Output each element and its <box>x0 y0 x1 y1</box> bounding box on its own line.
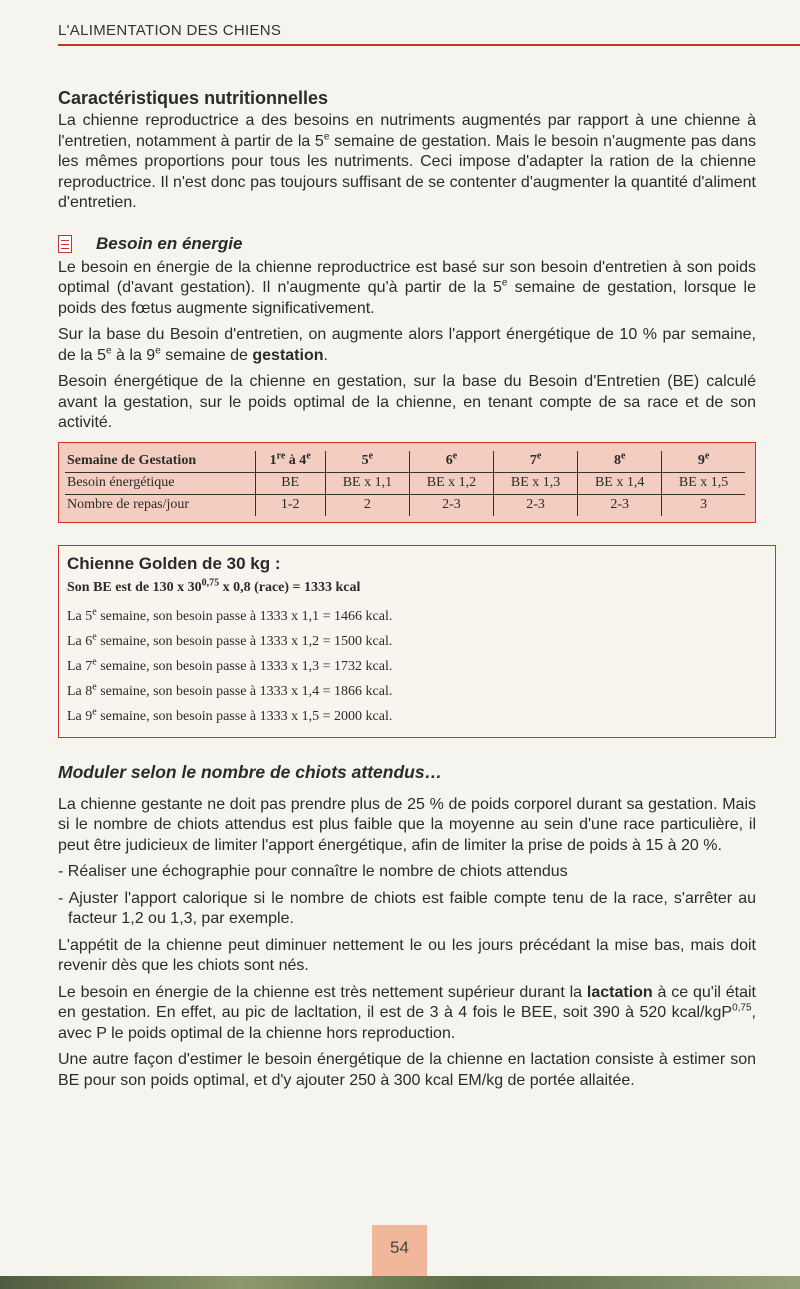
table-cell: BE x 1,3 <box>494 472 578 494</box>
week-header: 1re à 4e <box>255 451 325 473</box>
energy-heading: Besoin en énergie <box>58 234 756 254</box>
document-icon <box>58 235 72 253</box>
table-cell: 2-3 <box>578 494 662 516</box>
table-cell: BE <box>255 472 325 494</box>
example-line: La 9e semaine, son besoin passe à 1333 x 1,5 = 2000 kcal. <box>67 705 393 724</box>
table-row <box>65 494 745 516</box>
nutrition-paragraph: La chienne reproductrice a des besoins en nutriments augmentés par rapport à une chienne à l'entretien, notamment à partir de la 5e semaine de gestation. Mais le besoin n'augmente pas dans les mêmes proportions pour tous les nutriments. Ceci impose d'adapter la ration de la chienne reproductrice. Il n'est donc pas toujours suffisant de se contenter d'augmenter la quantité d'aliment d'entretien. <box>58 112 757 211</box>
example-title: Chienne Golden de 30 kg : <box>67 553 281 573</box>
bullet-item: - Ajuster l'apport calorique si le nombre de chiots est faible compte tenu de la race, s'arrêter au facteur 1,2 ou 1,3, par exemple. <box>58 889 756 927</box>
week-header: 7e <box>494 451 578 473</box>
moduler-heading: Moduler selon le nombre de chiots attendus… <box>58 761 443 782</box>
example-box <box>58 545 776 738</box>
table-cell: 2-3 <box>494 494 578 516</box>
example-formula: Son BE est de 130 x 30$^{0,75}$ x 0,8 (race) = 1333 kcal <box>67 576 361 595</box>
running-header: L'ALIMENTATION DES CHIENS <box>58 22 282 39</box>
bullet-item: - Réaliser une échographie pour connaître le nombre de chiots attendus <box>58 863 568 880</box>
energy-paragraph-3: Besoin énergétique de la chienne en gestation, sur la base du Besoin d'Entretien (BE) calculé avant la gestation, sur le poids optimal de la chienne, en tenant compte de sa race et de son activité. <box>58 373 756 431</box>
page-number: 54 <box>390 1238 409 1257</box>
page-edge-strip <box>0 1276 800 1289</box>
example-line: La 8e semaine, son besoin passe à 1333 x 1,4 = 1866 kcal. <box>67 680 393 699</box>
table-row <box>65 472 745 494</box>
moduler-paragraph-2: L'appétit de la chienne peut diminuer nettement le ou les jours précédant la mise bas, mais doit revenir dès que les chiots sont nés. <box>58 936 756 974</box>
energy-paragraph-1: Le besoin en énergie de la chienne reproductrice est basé sur son besoin d'entretien à son poids optimal (d'avant gestation). Il n'augmente qu'à partir de la 5e semaine de gestation, lorsque le poids des fœtus augmente significativement. <box>58 258 757 317</box>
table-cell: BE x 1,1 <box>325 472 409 494</box>
moduler-paragraph-4: Une autre façon d'estimer le besoin énergétique de la chienne en lactation consiste à estimer son BE pour son poids optimal, et d'y ajouter 250 à 300 kcal EM/kg de portée allaitée. <box>58 1051 756 1089</box>
table-cell: BE x 1,2 <box>409 472 493 494</box>
header-rule <box>58 44 800 46</box>
example-line: La 5e semaine, son besoin passe à 1333 x 1,1 = 1466 kcal. <box>67 605 393 624</box>
week-header: 8e <box>578 451 662 473</box>
gestation-table <box>58 442 756 523</box>
week-header: 5e <box>325 451 409 473</box>
table-cell: 2 <box>325 494 409 516</box>
example-line: La 6e semaine, son besoin passe à 1333 x 1,2 = 1500 kcal. <box>67 630 393 649</box>
example-line: La 7e semaine, son besoin passe à 1333 x 1,3 = 1732 kcal. <box>67 655 393 674</box>
table-cell: 1-2 <box>255 494 325 516</box>
week-header: 6e <box>409 451 493 473</box>
table-header-label: Semaine de Gestation <box>65 451 255 473</box>
moduler-paragraph-1: La chienne gestante ne doit pas prendre plus de 25 % de poids corporel durant sa gestation. Mais si le nombre de chiots attendus est plus faible que la moyenne au sein d'une race particulière, il peut être judicieux de limiter l'apport énergétique, afin de limiter la prise de poids à 15 à 20 %. <box>58 795 756 854</box>
table-cell: BE x 1,5 <box>662 472 745 494</box>
table-header-row <box>65 451 745 473</box>
week-header: 9e <box>662 451 745 473</box>
table-cell: 2-3 <box>409 494 493 516</box>
content <box>58 88 756 1097</box>
energy-paragraph-2: Sur la base du Besoin d'entretien, on augmente alors l'apport énergétique de 10 % par semaine, de la 5e à la 9e semaine de gestation. <box>58 326 756 364</box>
table-cell: 3 <box>662 494 745 516</box>
table-cell: BE x 1,4 <box>578 472 662 494</box>
section-title: Caractéristiques nutritionnelles <box>58 88 329 108</box>
moduler-paragraph-3: Le besoin en énergie de la chienne est très nettement supérieur durant la lactation à ce qu'il était en gestation. En effet, au pic de lacltation, il est de 3 à 4 fois le BEE, soit 390 à 520 kcal/kgP$^{0,75}$, avec P le poids optimal de la chienne hors reproduction. <box>58 983 757 1042</box>
row-label: Besoin énergétique <box>65 472 255 494</box>
row-label: Nombre de repas/jour <box>65 494 255 516</box>
